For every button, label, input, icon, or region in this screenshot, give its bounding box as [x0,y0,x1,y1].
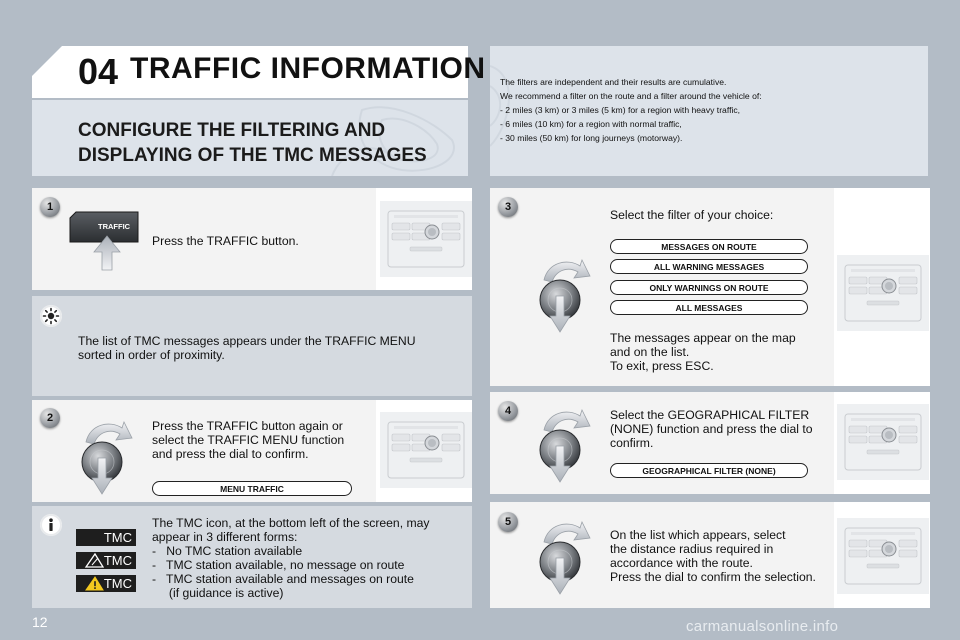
step-1-badge: 1 [40,197,60,217]
info-line: - No TMC station available [152,544,303,558]
step-3-badge: 3 [498,197,518,217]
traffic-button-label: TRAFFIC [98,222,131,231]
info-text [152,516,430,600]
step-4-badge: 4 [498,401,518,421]
tip-line: sorted in order of proximity. [78,348,225,362]
dial-turn-icon [534,252,594,336]
info-icon [40,514,62,536]
subtitle-line-1: CONFIGURE THE FILTERING AND [78,120,386,141]
step-3-line: The messages appear on the map [610,331,796,345]
tmc-label: TMC [103,530,132,545]
tip-line: The list of TMC messages appears under the TRAFFIC MENU [78,334,416,348]
watermark: carmanualsonline.info [686,618,839,635]
intro-line: We recommend a filter on the route and a filter around the vehicle of: [500,91,762,101]
step-4-line: confirm. [610,436,654,450]
info-line: - TMC station available and messages on route [152,572,414,586]
warning-triangle-icon [84,575,104,592]
intro-line: - 30 miles (50 km) for long journeys (motorway). [500,133,683,143]
section-subtitle [78,118,458,168]
step-4-line: (NONE) function and press the dial to [610,422,813,436]
step-2-line: select the TRAFFIC MENU function [152,433,345,447]
step-2-line: and press the dial to confirm. [152,447,309,461]
step-2-badge: 2 [40,408,60,428]
intro-line: - 2 miles (3 km) or 3 miles (5 km) for a region with heavy traffic, [500,105,741,115]
step-3-line: To exit, press ESC. [610,359,714,373]
radio-panel-image [380,201,472,277]
step-5-badge: 5 [498,512,518,532]
step-4-text [610,408,813,450]
radio-panel-image [837,404,929,480]
intro-line: - 6 miles (10 km) for a region with normal traffic, [500,119,682,129]
tmc-icon-messages [76,575,136,592]
dial-press-icon [76,414,136,498]
step-5-line: On the list which appears, select [610,528,786,542]
step-5-line: the distance radius required in [610,542,774,556]
page-number: 12 [32,614,48,630]
subtitle-line-2: DISPLAYING OF THE TMC MESSAGES [78,145,427,166]
intro-line: The filters are independent and their results are cumulative. [500,77,727,87]
step-5-text [610,528,816,584]
tip-text [78,334,416,362]
tmc-icon-no-station [76,529,136,546]
info-line: The TMC icon, at the bottom left of the screen, may [152,516,430,530]
step-5-line: Press the dial to confirm the selection. [610,570,816,584]
warning-outline-icon [84,552,104,569]
tmc-icon-no-message [76,552,136,569]
step-2-line: Press the TRAFFIC button again or [152,419,343,433]
menu-traffic-option: MENU TRAFFIC [152,481,352,496]
dial-turn-icon [534,514,594,598]
option-all-warning-messages: ALL WARNING MESSAGES [610,259,808,274]
geographical-filter-option: GEOGRAPHICAL FILTER (NONE) [610,463,808,478]
step-5-line: accordance with the route. [610,556,753,570]
info-line: (if guidance is active) [152,586,284,600]
traffic-button-illustration [68,208,140,272]
step-4-line: Select the GEOGRAPHICAL FILTER [610,408,810,422]
tmc-label: TMC [103,553,132,568]
sun-icon [40,305,62,327]
step-3-text [610,331,796,373]
info-line: appear in 3 different forms: [152,530,298,544]
dial-press-icon [534,402,594,486]
step-1-text: Press the TRAFFIC button. [152,234,299,248]
option-all-messages: ALL MESSAGES [610,300,808,315]
intro-text [500,75,920,145]
step-2-text [152,419,344,461]
radio-panel-image [837,518,929,594]
option-only-warnings-on-route: ONLY WARNINGS ON ROUTE [610,280,808,295]
tmc-label: TMC [103,576,132,591]
option-messages-on-route: MESSAGES ON ROUTE [610,239,808,254]
radio-panel-image [837,255,929,331]
radio-panel-image [380,412,472,488]
info-line: - TMC station available, no message on route [152,558,405,572]
chapter-number: 04 [77,51,119,92]
page-title: TRAFFIC INFORMATION [130,52,486,85]
step-3-line: and on the list. [610,345,690,359]
step-3-heading: Select the filter of your choice: [610,208,774,222]
